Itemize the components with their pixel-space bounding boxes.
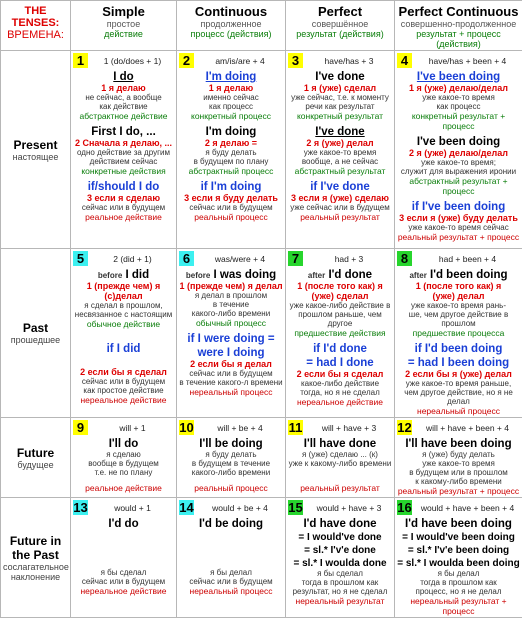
- tense-meaning: нереальный процесс: [179, 387, 283, 397]
- tense-note: сейчас или в будущем: [179, 369, 283, 378]
- tense-note: уже какое-то время рань-: [397, 301, 520, 310]
- tense-cell-12: [395, 418, 522, 498]
- tense-example: I'll have done: [288, 438, 392, 450]
- tense-example-alt: were I doing: [179, 347, 283, 359]
- header-label: Perfect Continuous: [397, 4, 520, 19]
- tense-note: вообще в будущем: [73, 459, 174, 468]
- tense-example: I'd be doing: [179, 518, 283, 530]
- tense-cell-5: [71, 249, 177, 418]
- tense-note: уже какое-то время: [288, 148, 392, 157]
- tense-example: I do: [73, 71, 174, 83]
- header-label: Continuous: [179, 4, 283, 19]
- row-label-ru: сослагательное наклонение: [3, 562, 68, 582]
- tense-prefix: before: [98, 271, 122, 280]
- tense-meaning: реальное действие: [73, 212, 174, 222]
- tense-translation: я бы делал: [179, 568, 283, 577]
- tense-example-slang: = sl.* I'v'e done: [288, 545, 392, 556]
- tense-translation: я буду делать: [179, 450, 283, 459]
- tense-note: уже какое-то время сейчас: [397, 223, 520, 232]
- tense-note: другое: [288, 319, 392, 328]
- tense-translation: 2 я (уже) делаю/делал: [397, 148, 520, 158]
- tense-translation: 2 если бы я делал: [179, 359, 283, 369]
- tense-translation: 2 если бы я сделал: [288, 369, 392, 379]
- row-label-ru: настоящее: [3, 152, 68, 162]
- tense-example: I've been doing: [397, 136, 520, 148]
- tense-note: результат, но я не сделал: [288, 587, 392, 596]
- tense-note: к какому-либо времени: [397, 477, 520, 486]
- tense-example: I'll be doing: [179, 438, 283, 450]
- tense-translation: я бы делал: [397, 569, 520, 578]
- tense-meaning: нереальное действие: [288, 397, 392, 407]
- row-label-present: [1, 51, 71, 249]
- tense-translation: 1 я делаю: [73, 83, 174, 93]
- tense-note: в течение какого-л времени: [179, 378, 283, 387]
- tense-note: в течение: [179, 300, 283, 309]
- tense-example: I'm doing: [179, 71, 283, 83]
- tense-meaning: нереальный процесс: [397, 406, 520, 416]
- tense-example-slang: = sl.* I woulda done: [288, 558, 392, 569]
- tense-note: в будущем в течение: [179, 459, 283, 468]
- tense-example: if I'd been doing: [397, 343, 520, 355]
- tense-note: чем другое действие, но я не: [397, 388, 520, 397]
- tense-cell-11: [286, 418, 395, 498]
- tense-example: I'll do: [73, 438, 174, 450]
- tense-formula: will + have + 3: [306, 423, 392, 433]
- tense-note: прошлом раньше, чем: [288, 310, 392, 319]
- tense-cell-4: [395, 51, 522, 249]
- tense-cell-3: [286, 51, 395, 249]
- tense-meaning: реальный результат: [288, 212, 392, 222]
- header-perfect-continuous: [395, 1, 522, 51]
- tense-formula: 1 (do/does + 1): [91, 56, 174, 66]
- tense-meaning: реальный результат: [288, 483, 392, 493]
- tense-example: I've done: [288, 126, 392, 138]
- tense-translation: 1 (после того как) я: [288, 281, 392, 291]
- tense-number: 5: [73, 251, 88, 266]
- tense-meaning: реальный процесс: [179, 212, 283, 222]
- row-label: Future: [3, 446, 68, 460]
- row-label-ru: прошедшее: [3, 335, 68, 345]
- tense-example: if I've done: [288, 181, 392, 193]
- tense-note: уже сейчас или в будущем: [288, 203, 392, 212]
- tense-number: 13: [73, 500, 88, 515]
- tense-note: уже какое-то время: [397, 93, 520, 102]
- tense-note: я делал в прошлом: [179, 291, 283, 300]
- tense-note: вообще, а не сейчас: [288, 157, 392, 166]
- tense-example: I'll have been doing: [397, 438, 520, 450]
- tense-meaning: конкретный результат + процесс: [397, 111, 520, 131]
- header-continuous: [177, 1, 286, 51]
- tense-meaning: реальный результат + процесс: [397, 232, 520, 242]
- tense-translation: 1 я делаю: [179, 83, 283, 93]
- tense-meaning: конкретный результат: [288, 111, 392, 121]
- row-label: Past: [3, 321, 68, 335]
- tense-number: 10: [179, 420, 194, 435]
- tense-prefix: before: [186, 271, 210, 280]
- tense-meaning: абстрактный результат + процесс: [397, 176, 520, 196]
- tense-meaning: конкретные действия: [73, 166, 174, 176]
- tense-formula: am/is/are + 4: [197, 56, 283, 66]
- tense-meaning: абстрактный процесс: [179, 166, 283, 176]
- tense-formula: would + be + 4: [197, 503, 283, 513]
- tense-note: я буду делать: [179, 148, 283, 157]
- tense-translation: 2 если бы я (уже) делал: [397, 369, 520, 379]
- tense-example: I'm doing: [179, 126, 283, 138]
- tense-number: 2: [179, 53, 194, 68]
- tense-formula: had + been + 4: [415, 254, 520, 264]
- tense-translation: 2 если бы я сделал: [73, 367, 174, 377]
- tense-cell-10: [177, 418, 286, 498]
- tense-example: I was doing: [214, 269, 277, 281]
- tense-note: сейчас или в будущем: [73, 203, 174, 212]
- tense-note: сейчас или в будущем: [73, 377, 174, 386]
- tense-example: I've been doing: [397, 71, 520, 83]
- tense-note: действием сейчас: [73, 157, 174, 166]
- tense-number: 11: [288, 420, 303, 435]
- tense-example: if I've been doing: [397, 201, 520, 213]
- tense-formula: would + have + been + 4: [415, 503, 520, 513]
- tense-translation: 3 если я буду делать: [179, 193, 283, 203]
- tense-cell-9: [71, 418, 177, 498]
- row-label-future: [1, 418, 71, 498]
- tense-note: делал: [397, 397, 520, 406]
- tense-translation: 1 я (уже) делаю/делал: [397, 83, 520, 93]
- tense-note: уже сейчас, т.е. к моменту: [288, 93, 392, 102]
- tense-number: 7: [288, 251, 303, 266]
- tense-meaning: реальное действие: [73, 483, 174, 493]
- tense-translation: 3 если я (уже) буду делать: [397, 213, 520, 223]
- tense-number: 3: [288, 53, 303, 68]
- header-ru-sub: результат + процесс (действия): [397, 29, 520, 49]
- tense-formula: will + 1: [91, 423, 174, 433]
- tense-number: 8: [397, 251, 412, 266]
- tense-meaning: обычное действие: [73, 319, 174, 329]
- tense-meaning: абстрактный результат: [288, 166, 392, 176]
- header-label: Perfect: [288, 4, 392, 19]
- tense-translation: я бы сделал: [73, 568, 174, 577]
- tense-translation: (уже) делал: [397, 291, 520, 301]
- tense-example: I'd do: [73, 518, 174, 530]
- tense-formula: would + have + 3: [306, 503, 392, 513]
- tense-example-alt: = I would've been doing: [397, 532, 520, 543]
- tense-meaning: реальный результат + процесс: [397, 486, 520, 496]
- tense-note: тогда в прошлом как: [288, 578, 392, 587]
- tense-example: I did: [126, 269, 150, 281]
- tense-note: какого-либо времени: [179, 309, 283, 318]
- row-label-past: [1, 249, 71, 418]
- tense-note: несвязанное с настоящим: [73, 310, 174, 319]
- header-ru: простое: [73, 19, 174, 29]
- tense-prefix: after: [308, 271, 325, 280]
- tense-note: сейчас или в будущем: [73, 577, 174, 586]
- tense-translation: 1 я (уже) сделал: [288, 83, 392, 93]
- tense-example: I'd have been doing: [397, 518, 520, 530]
- tense-formula: would + 1: [91, 503, 174, 513]
- tense-example: I'd done: [328, 269, 372, 281]
- row-label: Present: [3, 138, 68, 152]
- tense-number: 16: [397, 500, 412, 515]
- tense-number: 1: [73, 53, 88, 68]
- tense-cell-2: [177, 51, 286, 249]
- tense-translation: 2 Сначала я делаю, ...: [73, 138, 174, 148]
- tense-meaning: реальный процесс: [179, 483, 283, 493]
- tense-note: уже к какому-либо времени: [288, 459, 392, 468]
- tense-example: if I were doing =: [179, 333, 283, 345]
- header-ru-sub: процесс (действия): [179, 29, 283, 39]
- row-label-ru: будущее: [3, 460, 68, 470]
- tense-note: служит для выражения иронии: [397, 167, 520, 176]
- tense-translation: 1 (прежде чем) я (с)делал: [73, 281, 174, 301]
- tense-note: какого-либо времени: [179, 468, 283, 477]
- tense-note: сейчас или в будущем: [179, 577, 283, 586]
- tense-note: в будущем по плану: [179, 157, 283, 166]
- tense-meaning: предшествие действия: [288, 328, 392, 338]
- tense-formula: will + be + 4: [197, 423, 283, 433]
- tense-meaning: предшествие процесса: [397, 328, 520, 338]
- tense-note: ше, чем другое действие в прошлом: [397, 310, 520, 328]
- tense-example-alt: = had I been doing: [397, 357, 520, 369]
- header-ru-sub: результат (действия): [288, 29, 392, 39]
- tense-cell-7: [286, 249, 395, 418]
- tense-formula: will + have + been + 4: [415, 423, 520, 433]
- tense-example-alt: = had I done: [288, 357, 392, 369]
- tense-number: 14: [179, 500, 194, 515]
- tense-note: уже какое-то время раньше,: [397, 379, 520, 388]
- tense-meaning: нереальный результат + процесс: [397, 596, 520, 616]
- tense-note: как процесс: [179, 102, 283, 111]
- tense-example: I'd been doing: [430, 269, 507, 281]
- tense-formula: have/has + been + 4: [415, 56, 520, 66]
- tense-example: if I'm doing: [179, 181, 283, 193]
- tense-example: if/should I do: [73, 181, 174, 193]
- header-simple: [71, 1, 177, 51]
- tense-example: I've done: [288, 71, 392, 83]
- tense-note: сейчас или в будущем: [179, 203, 283, 212]
- tense-example: I'd have done: [288, 518, 392, 530]
- tense-example: First I do, ...: [73, 126, 174, 138]
- tense-number: 4: [397, 53, 412, 68]
- tense-translation: 3 если я сделаю: [73, 193, 174, 203]
- tense-note: как процесс: [397, 102, 520, 111]
- tense-note: процесс, но я не делал: [397, 587, 520, 596]
- tense-translation: я бы сделал: [288, 569, 392, 578]
- tense-translation: 1 (прежде чем) я делал: [179, 281, 283, 291]
- tense-example-alt: = I would've done: [288, 532, 392, 543]
- tense-note: речи как результат: [288, 102, 392, 111]
- tense-meaning: нереальный результат: [288, 596, 392, 606]
- tense-formula: 2 (did + 1): [91, 254, 174, 264]
- tense-example: if I'd done: [288, 343, 392, 355]
- tense-number: 15: [288, 500, 303, 515]
- tense-number: 12: [397, 420, 412, 435]
- header-ru: совершённое: [288, 19, 392, 29]
- tense-note: не сейчас, а вообще: [73, 93, 174, 102]
- tense-translation: я (уже) буду делать: [397, 450, 520, 459]
- tense-formula: have/has + 3: [306, 56, 392, 66]
- header-label: Simple: [73, 4, 174, 19]
- tense-meaning: обычный процесс: [179, 318, 283, 328]
- header-ru: совершенно-продолженное: [397, 19, 520, 29]
- tense-note: как действие: [73, 102, 174, 111]
- tense-cell-1: [71, 51, 177, 249]
- corner-title-ru: ВРЕМЕНА:: [3, 29, 68, 41]
- tense-formula: was/were + 4: [197, 254, 283, 264]
- tense-example: if I did: [73, 343, 174, 355]
- tense-formula: had + 3: [306, 254, 392, 264]
- tense-note: т.е. не по плану: [73, 468, 174, 477]
- table-corner: [1, 1, 71, 51]
- tense-note: какое-либо действие: [288, 379, 392, 388]
- header-ru-sub: действие: [73, 29, 174, 39]
- tense-cell-8: [395, 249, 522, 418]
- header-perfect: [286, 1, 395, 51]
- tense-example-slang: = sl.* I woulda been doing: [397, 558, 520, 569]
- tense-note: уже какое-то время;: [397, 158, 520, 167]
- tense-note: именно сейчас: [179, 93, 283, 102]
- tense-note: тогда в прошлом как: [397, 578, 520, 587]
- tense-note: уже какое-то время: [397, 459, 520, 468]
- row-label: Future in the Past: [3, 534, 68, 562]
- tense-translation: 1 (после того как) я: [397, 281, 520, 291]
- tense-note: одно действие за другим: [73, 148, 174, 157]
- tense-meaning: нереальный процесс: [179, 586, 283, 596]
- tense-translation: 3 если я (уже) сделаю: [288, 193, 392, 203]
- corner-title: THE TENSES:: [3, 5, 68, 29]
- tense-note: я сделал в прошлом,: [73, 301, 174, 310]
- header-ru: продолженное: [179, 19, 283, 29]
- tense-note: тогда, но я не сделал: [288, 388, 392, 397]
- tense-meaning: нереальное действие: [73, 395, 174, 405]
- tense-note: уже какое-либо действие в: [288, 301, 392, 310]
- tense-note: в будущем или в прошлом: [397, 468, 520, 477]
- tense-meaning: абстрактное действие: [73, 111, 174, 121]
- tense-meaning: нереальное действие: [73, 586, 174, 596]
- tense-example-slang: = sl.* I'v'e been doing: [397, 545, 520, 556]
- tense-meaning: конкретный процесс: [179, 111, 283, 121]
- tense-note: как простое действие: [73, 386, 174, 395]
- tense-translation: (уже) сделал: [288, 291, 392, 301]
- tense-translation: 2 я (уже) делал: [288, 138, 392, 148]
- tense-cell-6: [177, 249, 286, 418]
- tense-number: 6: [179, 251, 194, 266]
- tense-translation: я сделаю: [73, 450, 174, 459]
- tense-prefix: after: [409, 271, 426, 280]
- tense-translation: 2 я делаю =: [179, 138, 283, 148]
- tense-translation: я (уже) сделаю ... (к): [288, 450, 392, 459]
- tense-number: 9: [73, 420, 88, 435]
